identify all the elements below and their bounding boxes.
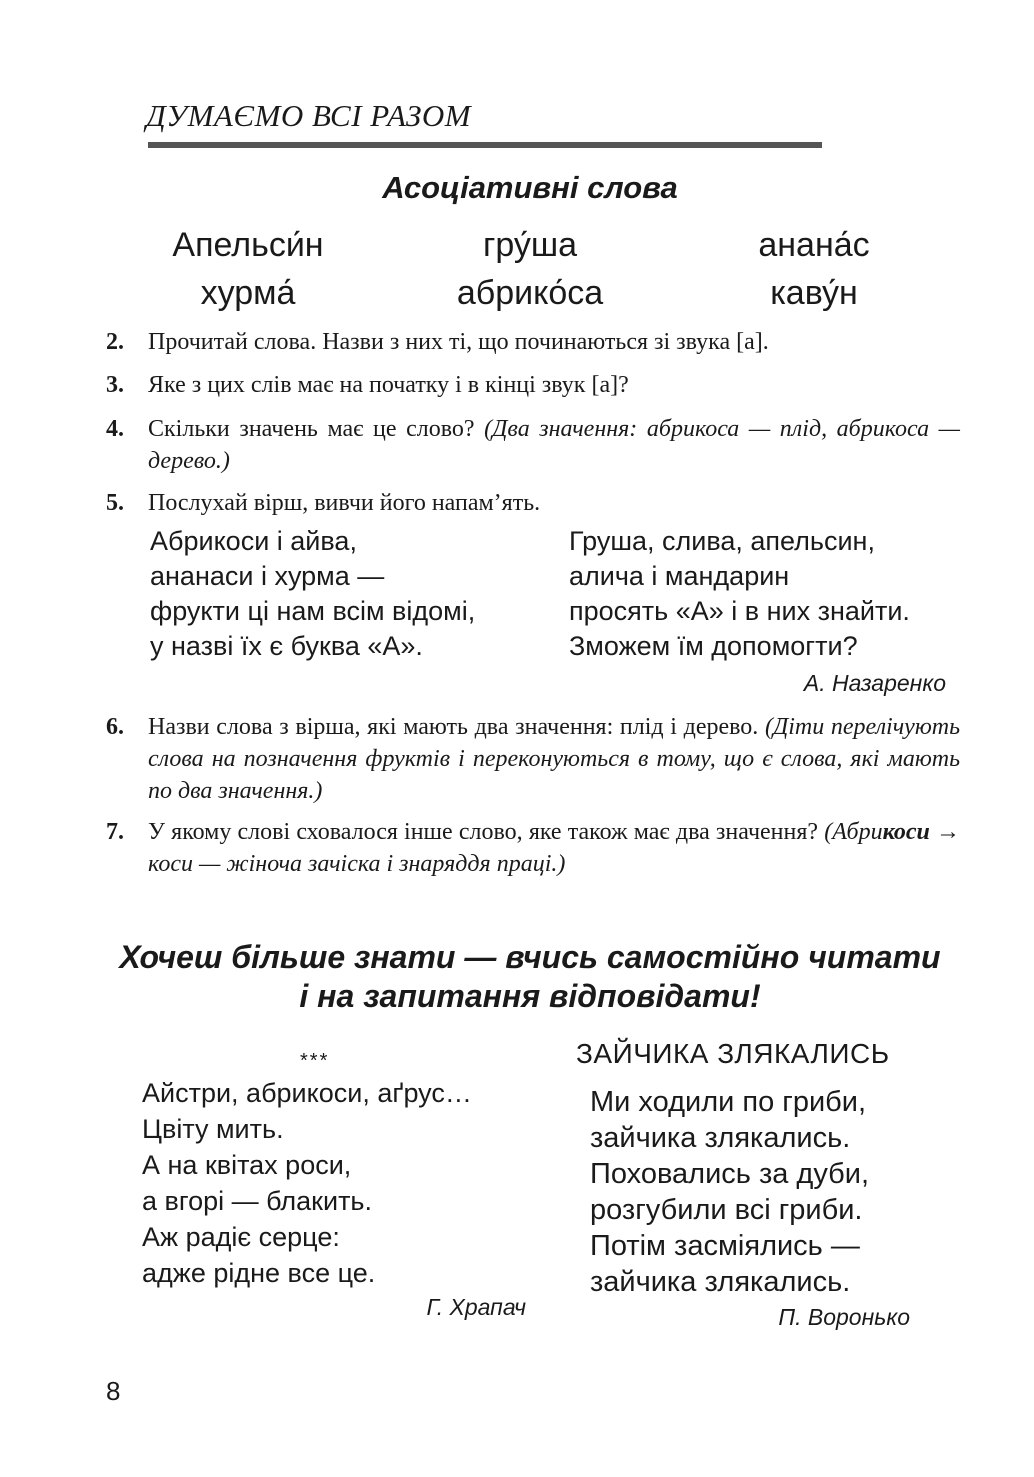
question-body (148, 711, 960, 807)
poem-line: Абрикоси і айва, (150, 526, 357, 556)
slogan-line-2: і на запитання відповідати! (299, 978, 761, 1014)
poem-line: адже рідне все це. (142, 1258, 376, 1288)
poem-line: фрукти ці нам всім відомі, (150, 596, 476, 626)
question-6 (106, 711, 966, 807)
poem-line: алича і мандарин (569, 561, 790, 591)
header-rule (148, 142, 822, 148)
poem-line: а вгорі — блакить. (142, 1186, 373, 1216)
poem-3-author: П. Воронько (778, 1304, 910, 1330)
poem-line: у назві їх є буква «А». (150, 631, 423, 661)
question-5 (106, 487, 966, 519)
question-body (148, 816, 960, 880)
question-4 (106, 413, 966, 477)
poem-2-author: Г. Храпач (426, 1294, 526, 1320)
page-title: Асоціативні слова (382, 170, 678, 205)
question-hint: (Діти перелічують слова на позначення фруктів і переконуються в тому, що є слова, які мають по два значення.) (148, 714, 961, 804)
poem-author: А. Назаренко (803, 670, 946, 696)
question-text: Назви слова з вірша, які мають два значення: плід і дерево. (148, 714, 759, 740)
section-header: ДУМАЄМО ВСІ РАЗОМ (146, 98, 472, 133)
word-ananas: анана́с (758, 226, 870, 264)
word-abrykosa: абрико́са (456, 274, 604, 312)
poem-stars: *** (300, 1050, 330, 1072)
poem-line: Цвіту мить. (142, 1114, 284, 1144)
hint-part: → коси — жіноча зачіска і знаряддя праці.) (148, 819, 961, 877)
poem-line: розгубили всі гриби. (590, 1194, 863, 1226)
question-body (148, 413, 960, 477)
poem-line: Зможем їм допомогти? (569, 631, 858, 661)
poem-3 (590, 1084, 869, 1300)
poem-line: Потім засміялись — (590, 1230, 860, 1262)
question-text: Послухай вірш, вивчи його напам’ять. (148, 490, 541, 516)
question-number: 6. (106, 714, 124, 740)
word-khurma: хурма́ (200, 274, 296, 312)
question-number: 2. (106, 329, 124, 355)
question-text: Скільки значень має це слово? (148, 416, 475, 442)
poem-3-title: ЗАЙЧИКА ЗЛЯКАЛИСЬ (576, 1038, 890, 1069)
question-7 (106, 816, 966, 880)
poem-line: ананаси і хурма — (150, 561, 385, 591)
question-text: У якому слові сховалося інше слово, яке також має два значення? (148, 819, 819, 845)
poem-left-stanza (150, 524, 475, 664)
question-hint: (Два значення: абрикоса — плід, абрикоса — дерево.) (148, 416, 961, 474)
poem-line: просять «А» і в них знайти. (569, 596, 910, 626)
question-number: 4. (106, 416, 124, 442)
poem-line: Поховались за дуби, (590, 1158, 870, 1190)
poem-line: А на квітах роси, (142, 1150, 352, 1180)
question-3 (106, 369, 966, 401)
hint-part: (Абри (824, 819, 883, 845)
question-text: Прочитай слова. Назви з них ті, що починаються зі звука [а]. (148, 329, 769, 355)
hint-highlight: коси (882, 819, 930, 845)
poem-line: Ми ходили по гриби, (590, 1086, 867, 1118)
poem-line: Груша, слива, апельсин, (569, 526, 875, 556)
word-apelsyn: Апельси́н (172, 226, 324, 264)
page-number: 8 (106, 1376, 121, 1406)
question-2 (106, 326, 966, 358)
word-kavun: каву́н (770, 274, 858, 312)
question-number: 3. (106, 372, 124, 398)
slogan-line-1: Хочеш більше знати — вчись самостійно читати (119, 939, 941, 975)
poem-line: Айстри, абрикоси, аґрус… (142, 1078, 472, 1108)
question-text: Яке з цих слів має на початку і в кінці звук [а]? (148, 372, 629, 398)
question-number: 5. (106, 490, 124, 516)
question-number: 7. (106, 819, 124, 845)
word-grusha: гру́ша (482, 226, 578, 264)
poem-line: зайчика злякались. (590, 1122, 851, 1154)
poem-2 (142, 1075, 472, 1291)
poem-right-stanza (569, 524, 910, 664)
poem-line: Аж радіє серце: (142, 1222, 340, 1252)
poem-line: зайчика злякались. (590, 1266, 851, 1298)
